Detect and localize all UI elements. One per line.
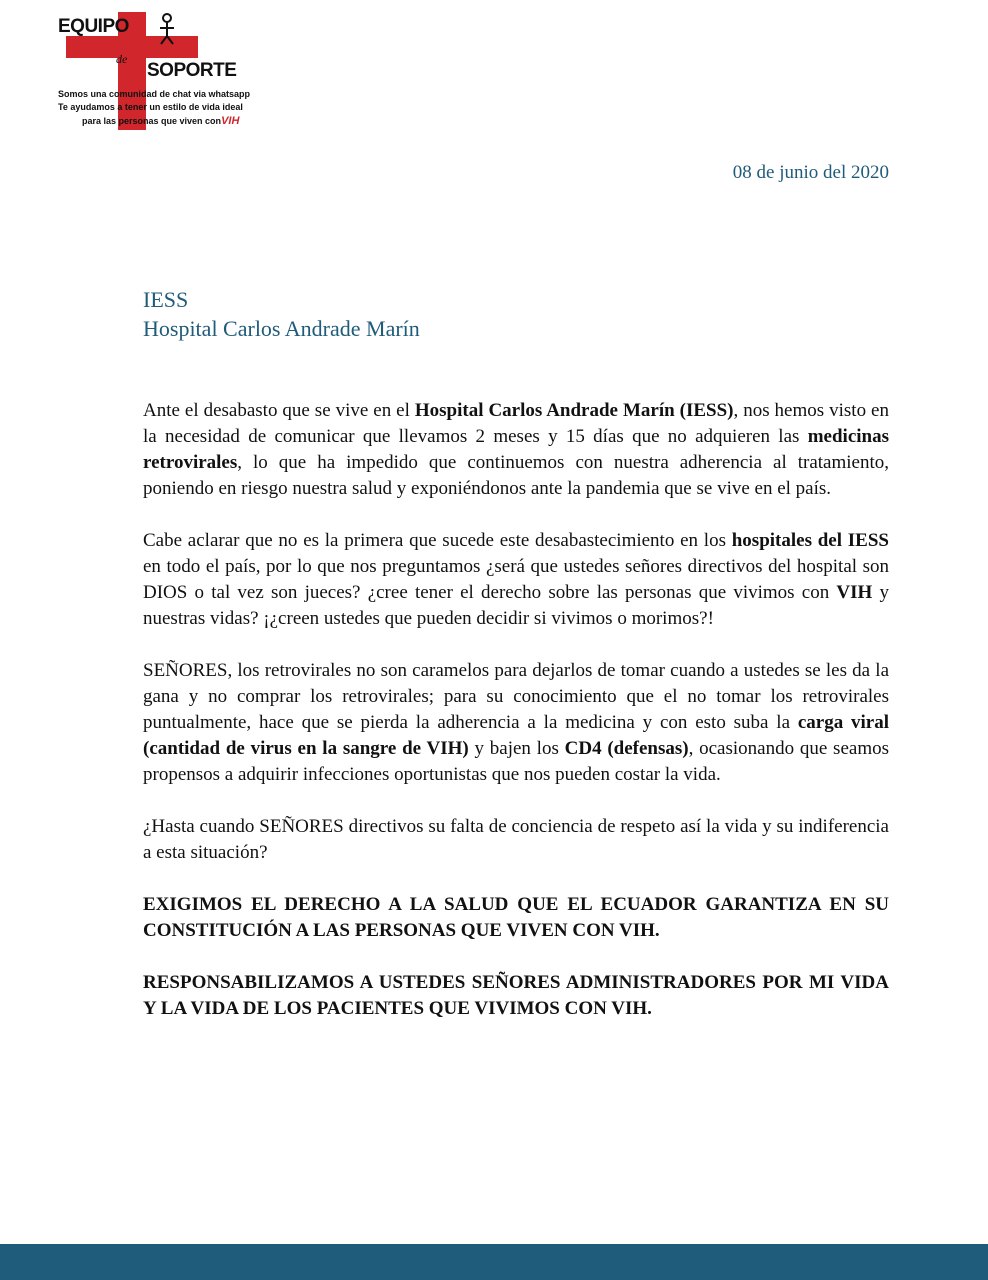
recipient-institution: IESS <box>143 287 189 312</box>
responsibility-paragraph: RESPONSABILIZAMOS A USTEDES SEÑORES ADMINISTRADORES POR MI VIDA Y LA VIDA DE LOS PACIENTES QUE VIVIMOS CON VIH. <box>143 972 889 1019</box>
organization-logo <box>0 0 346 138</box>
recipient-hospital: Hospital Carlos Andrade Marín <box>143 316 420 341</box>
demand-paragraph: EXIGIMOS EL DERECHO A LA SALUD QUE EL ECUADOR GARANTIZA EN SU CONSTITUCIÓN A LAS PERSONAS QUE VIVEN CON VIH. <box>143 894 889 941</box>
logo-word-soporte: SOPORTE <box>147 60 237 81</box>
logo-word-de: de <box>116 52 128 66</box>
logo-tagline-3: para las personas que viven conVIH <box>82 115 240 127</box>
paragraph-4: ¿Hasta cuando SEÑORES directivos su falta de conciencia de respeto así la vida y su indiferencia a esta situación? <box>143 816 889 863</box>
letter-body <box>143 398 889 1048</box>
logo-tagline-1: Somos una comunidad de chat via whatsapp <box>58 89 251 99</box>
paragraph-2: Cabe aclarar que no es la primera que sucede este desabastecimiento en los hospitales del IESS en todo el país, por lo que nos preguntamos ¿será que ustedes señores directivos del hospital son DIOS o tal vez son jueces? ¿cree tener el derecho sobre las personas que vivimos con VIH y nuestras vidas? ¡¿creen ustedes que pueden decidir si vivimos o morimos?! <box>143 530 890 629</box>
logo-word-equipo: EQUIPO <box>58 16 129 37</box>
letter-date: 08 de junio del 2020 <box>732 162 889 183</box>
logo-tagline-2: Te ayudamos a tener un estilo de vida ideal <box>58 102 243 112</box>
paragraph-1: Ante el desabasto que se vive en el Hospital Carlos Andrade Marín (IESS), nos hemos visto en la necesidad de comunicar que llevamos 2 meses y 15 días que no adquieren las medicinas retrovirales, lo que ha impedido que continuemos con nuestra adherencia al tratamiento, poniendo en riesgo nuestra salud y exponiéndonos ante la pandemia que se vive en el país. <box>143 400 889 499</box>
footer-bar <box>0 1244 988 1280</box>
paragraph-3: SEÑORES, los retrovirales no son caramelos para dejarlos de tomar cuando a ustedes se les da la gana y no comprar los retrovirales; para su conocimiento que el no tomar los retrovirales puntualmente, hace que se pierda la adherencia a la medicina y con esto suba la carga viral (cantidad de virus en la sangre de VIH) y bajen los CD4 (defensas), ocasionando que seamos propensos a adquirir infecciones oportunistas que nos pueden costar la vida. <box>143 660 890 785</box>
recipient-block <box>143 285 420 343</box>
